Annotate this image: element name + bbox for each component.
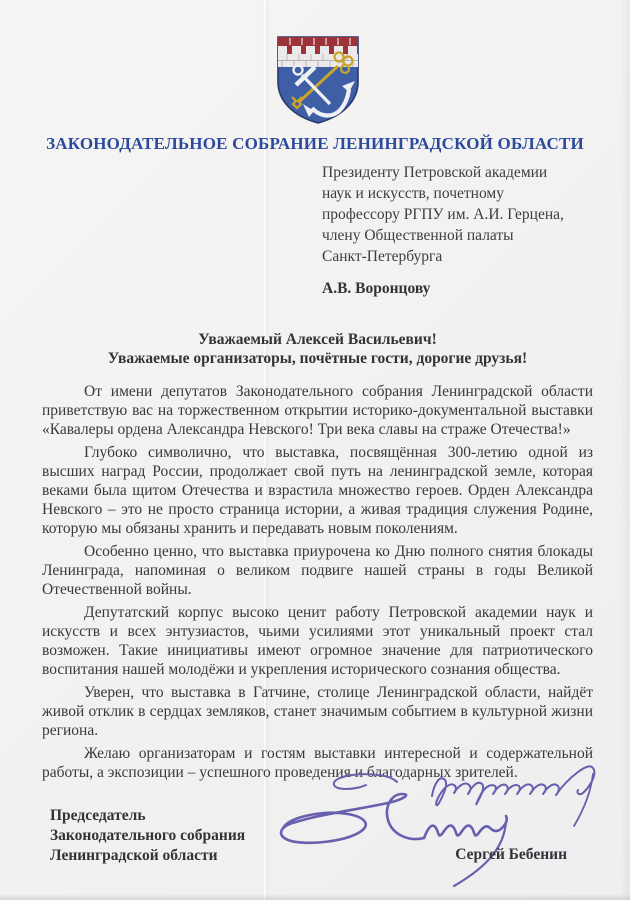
body-paragraph-6: Желаю организаторам и гостям выставки интересной и содержательной работы, а экспозиции – успешного проведения и благодарных зрителей. (42, 745, 593, 781)
body-paragraph-5: Уверен, что выставка в Гатчине, столице Ленинградской области, найдёт живой отклик в сердцах земляков, станет значимым событием в культурной жизни региона. (42, 684, 593, 739)
addressee-line: профессору РГПУ им. А.И. Герцена, (322, 206, 564, 223)
signer-title-block (50, 806, 245, 866)
body-paragraph-3: Особенно ценно, что выставка приурочена ко Дню полного снятия блокады Ленинграда, напоминая о великом подвиге нашей страны в годы Великой Отечественной войны. (42, 543, 593, 598)
org-title: ЗАКОНОДАТЕЛЬНОЕ СОБРАНИЕ ЛЕНИНГРАДСКОЙ ОБЛАСТИ (46, 134, 584, 153)
signer-title-line: Законодательного собрания (50, 827, 246, 844)
leningrad-oblast-coat-of-arms-icon (272, 34, 364, 126)
body-paragraph-2: Глубоко символично, что выставка, посвящённая 300-летию одной из высших наград России, продолжает свой путь на ленинградской земле, которая веками была щитом Отечества и взрастила множество героев. Орден Александра Невского – это не просто страница истории, а живая традиция служения Родине, которую мы обязаны хранить и передавать новым поколениям. (42, 444, 593, 537)
signoff-handwritten-s-uvazheniem (334, 766, 595, 826)
embattled-wall (278, 37, 358, 67)
signer-title-line: Председатель (50, 807, 146, 824)
addressee-block (322, 162, 602, 299)
body-paragraph-4: Депутатский корпус высоко ценит работу Петровской академии наук и искусств и всех энтузиастов, чьими усилиями этот уникальный проект стал возможен. Такие инициативы имеют огромное значение для патриотического воспитания нашей молодёжи и укрепления исторического сознания общества. (42, 604, 593, 678)
letter-body (42, 330, 593, 786)
coat-of-arms-emblem (272, 34, 364, 126)
body-paragraph-1: От имени депутатов Законодательного собрания Ленинградской области приветствую вас на торжественном открытии историко-документальной выставки «Кавалеры ордена Александра Невского! Три века славы на страже Отечества!» (42, 383, 593, 438)
salutation-line-2: Уважаемые организаторы, почётные гости, дорогие друзья! (107, 350, 528, 367)
recipient-name: А.В. Воронцову (322, 280, 431, 297)
addressee-line: Санкт-Петербурга (322, 248, 443, 265)
handwritten-signature (260, 748, 620, 898)
addressee-line: Президенту Петровской академии (322, 164, 548, 181)
scan-edge-shadow (620, 0, 630, 900)
scan-bottom-shadow (0, 894, 630, 900)
salutation-line-1: Уважаемый Алексей Васильевич! (198, 331, 437, 348)
paragraphs (42, 382, 593, 782)
signer-name: Сергей Бебенин (455, 846, 567, 863)
addressee-line: члену Общественной палаты (322, 227, 514, 244)
addressee-line: наук и искусств, почетному (322, 185, 504, 202)
signature-ink-stroke (281, 794, 507, 886)
signer-title-line: Ленинградской области (50, 847, 218, 864)
